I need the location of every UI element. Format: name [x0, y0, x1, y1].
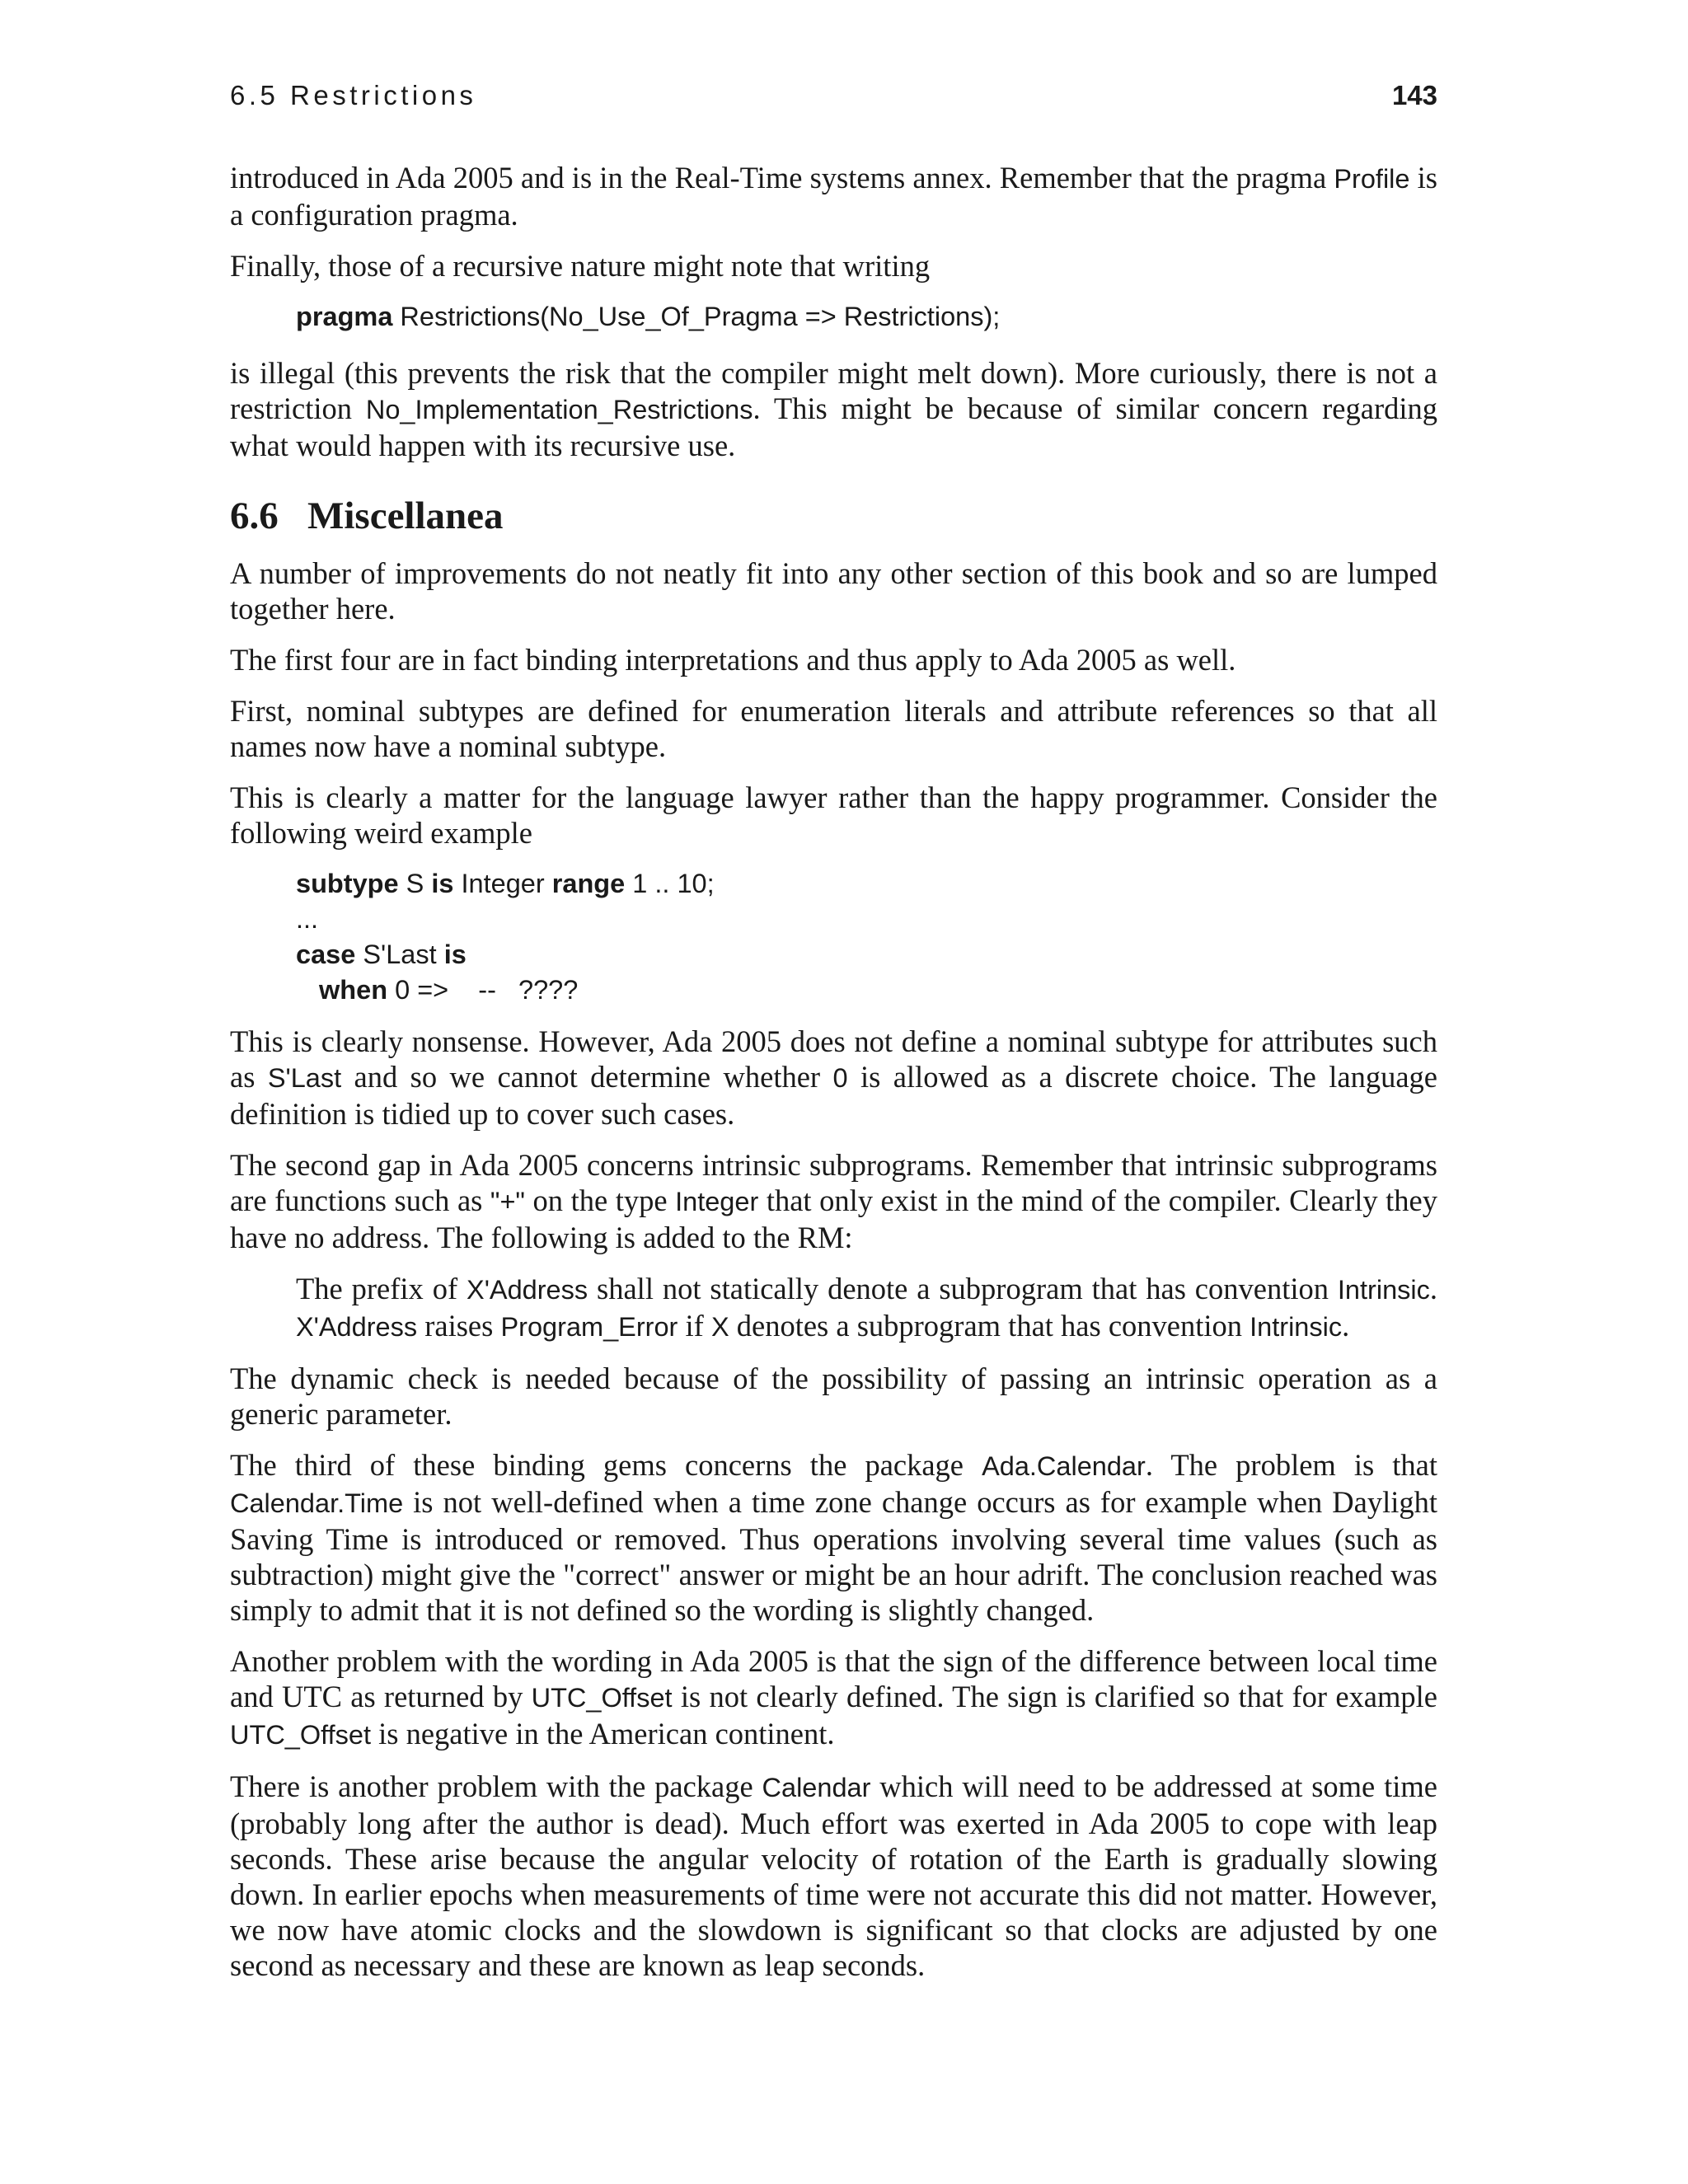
text: There is another problem with the package	[230, 1769, 762, 1803]
rm-quote	[230, 1271, 1437, 1345]
code-term: Intrinsic	[1250, 1312, 1343, 1342]
text: The third of these binding gems concerns the package	[230, 1448, 982, 1482]
section-heading	[230, 493, 1437, 539]
code-text: Restrictions(No_Use_Of_Pragma => Restrictions);	[392, 302, 1001, 331]
paragraph-nonsense	[230, 1024, 1437, 1132]
code-term: X'Address	[296, 1312, 418, 1342]
code-term: Calendar	[762, 1773, 871, 1802]
text: This is clearly nonsense. However, Ada 2005 does not define a nominal subtype for attributes such as	[230, 1024, 1437, 1094]
code-text: S'Last	[355, 940, 444, 969]
code-keyword: when	[319, 975, 388, 1005]
code-text: S	[398, 869, 432, 898]
paragraph-leap-seconds	[230, 1769, 1437, 1983]
code-keyword: is	[443, 940, 467, 969]
code-example	[230, 866, 1437, 1008]
code-term: Ada.Calendar	[982, 1451, 1146, 1481]
code-term: Calendar.Time	[230, 1488, 404, 1518]
text: is allowed as a discrete choice. The language definition is tidied up to cover such cases.	[230, 1060, 1437, 1131]
code-line	[230, 937, 1437, 972]
code-term: X	[710, 1312, 729, 1342]
code-term: Integer	[675, 1187, 759, 1216]
text: which will need to be addressed at some time (probably long after the author is dead). Much effort was exerted in Ada 2005 to cope with leap seconds. These arise because the angular velocity of rotation of the Earth is gradually slowing down. In earlier epochs when measurements of time were not accurate this did not matter. However, we now have atomic clocks and the slowdown is significant so that clocks are adjusted by one second as necessary and these are known as leap seconds.	[230, 1769, 1437, 1982]
text: .	[1342, 1309, 1350, 1343]
paragraph-calendar-time	[230, 1447, 1437, 1628]
code-term: UTC_Offset	[531, 1683, 673, 1713]
text: on the type	[524, 1183, 676, 1217]
code-term: "+"	[490, 1187, 525, 1216]
section-title: Miscellanea	[307, 494, 504, 537]
text: . This might be because of similar concern regarding what would happen with its recursive use.	[230, 391, 1437, 462]
text: that only exist in the mind of the compiler. Clearly they have no address. The following is added to the RM:	[230, 1183, 1437, 1254]
text: if	[678, 1309, 711, 1343]
paragraph-illegal-restriction	[230, 355, 1437, 463]
paragraph-utc-offset	[230, 1643, 1437, 1753]
code-term: Program_Error	[500, 1312, 678, 1342]
text: shall not statically denote a subprogram that has convention	[588, 1272, 1338, 1305]
text: is illegal (this prevents the risk that the compiler might melt down). More curiously, there is not a restriction	[230, 356, 1437, 425]
page-number: 143	[1391, 80, 1437, 110]
code-text: Integer	[453, 869, 552, 898]
text: and so we cannot determine whether	[341, 1060, 833, 1094]
section-number: 6.6	[230, 494, 279, 537]
paragraph-recursive-intro: Finally, those of a recursive nature might note that writing	[230, 249, 931, 283]
paragraph-nominal-subtypes: First, nominal subtypes are defined for enumeration literals and attribute references so that all names now have a nominal subtype.	[230, 694, 1437, 763]
paragraph-language-lawyer: This is clearly a matter for the language lawyer rather than the happy programmer. Consider the following weird example	[230, 780, 1437, 850]
code-term: S'Last	[267, 1063, 342, 1093]
paragraph-profile-pragma	[230, 160, 1437, 232]
code-term: No_Implementation_Restrictions	[365, 395, 753, 424]
code-term: 0	[832, 1063, 848, 1093]
code-line	[230, 972, 1437, 1008]
code-line	[230, 866, 1437, 902]
code-keyword: pragma	[296, 302, 393, 331]
text: is not well-defined when a time zone change occurs as for example when Daylight Saving Time is introduced or removed. Thus operations involving several time values (such as subtraction) might give the "correct" answer or might be an hour adrift. The conclusion reached was simply to admit that it is not defined so the wording is slightly changed.	[230, 1485, 1437, 1627]
text: is a configuration pragma.	[230, 161, 1437, 232]
code-term: X'Address	[467, 1275, 588, 1305]
text: The second gap in Ada 2005 concerns intrinsic subprograms. Remember that intrinsic subprograms are functions such as	[230, 1148, 1437, 1217]
text: is negative in the American continent.	[370, 1717, 835, 1750]
code-pragma-restrictions	[230, 299, 1437, 335]
text: . The problem is that	[1145, 1448, 1437, 1482]
code-term: Intrinsic	[1337, 1275, 1430, 1305]
text: is not clearly defined. The sign is clarified so that for example	[672, 1680, 1437, 1713]
paragraph-binding-interpretations: The first four are in fact binding interpretations and thus apply to Ada 2005 as well.	[230, 643, 1236, 677]
code-term: UTC_Offset	[230, 1720, 371, 1750]
text: .	[1429, 1272, 1437, 1305]
code-keyword: case	[296, 940, 356, 969]
text: raises	[417, 1309, 501, 1343]
paragraph-intrinsic-subprograms	[230, 1147, 1437, 1255]
code-keyword: subtype	[296, 869, 399, 898]
page-header	[230, 80, 1437, 116]
paragraph-improvements: A number of improvements do not neatly fit into any other section of this book and so are lumped together here.	[230, 556, 1437, 626]
code-line: ...	[296, 904, 319, 934]
page-body	[230, 160, 1437, 1999]
code-keyword: range	[551, 869, 626, 898]
text: Another problem with the wording in Ada 2005 is that the sign of the difference between local time and UTC as returned by	[230, 1644, 1437, 1713]
text: introduced in Ada 2005 and is in the Real-Time systems annex. Remember that the pragma	[230, 161, 1334, 194]
text: denotes a subprogram that has convention	[729, 1309, 1250, 1343]
code-term: Profile	[1334, 164, 1410, 194]
running-head: 6.5 Restrictions	[230, 80, 477, 110]
paragraph-dynamic-check: The dynamic check is needed because of the possibility of passing an intrinsic operation as a generic parameter.	[230, 1361, 1437, 1431]
code-text: 0 => -- ????	[387, 975, 579, 1005]
code-keyword: is	[431, 869, 454, 898]
code-text: 1 .. 10;	[625, 869, 715, 898]
text: The prefix of	[296, 1272, 467, 1305]
